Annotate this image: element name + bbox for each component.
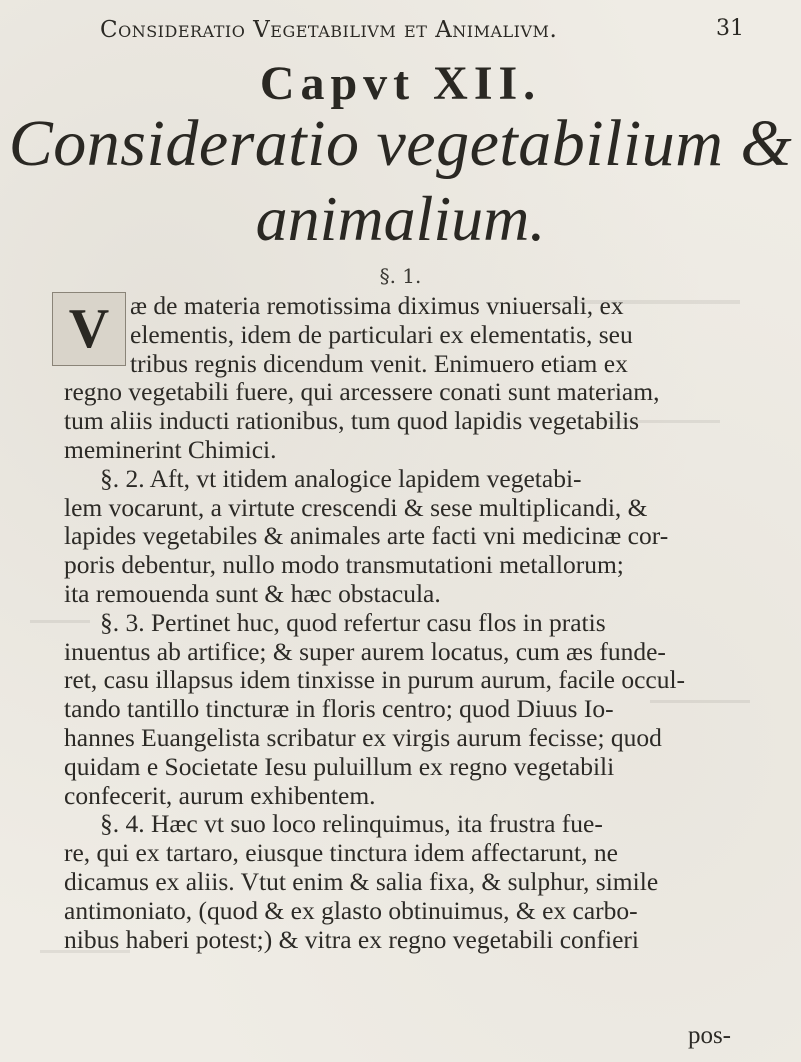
text-line: confecerit, aurum exhibentem.: [64, 780, 376, 810]
drop-initial: V: [52, 292, 126, 366]
catchword: pos-: [687, 1022, 731, 1049]
title-line-2: animalium.: [255, 183, 546, 254]
text-line: inuentus ab artifice; & super aurem locatus, cum æs funde-: [64, 636, 666, 666]
text-line: antimoniato, (quod & ex glasto obtinuimus, & ex carbo-: [64, 895, 638, 925]
text-line: §. 3. Pertinet huc, quod refertur casu flos in pratis: [100, 607, 606, 637]
text-line: quidam e Societate Iesu puluillum ex regno vegetabili: [64, 751, 615, 781]
text-line: nibus haberi potest;) & vitra ex regno vegetabili confieri: [64, 924, 639, 954]
text-line: meminerint Chimici.: [64, 434, 277, 464]
text-line: elementis, idem de particulari ex elementatis, seu: [130, 319, 633, 349]
text-line: lapides vegetabiles & animales arte facti vni medicinæ cor-: [64, 521, 669, 551]
text-line: §. 4. Hæc vt suo loco relinquimus, ita frustra fue-: [100, 809, 603, 839]
text-line: tum aliis inducti rationibus, tum quod lapidis vegetabilis: [64, 406, 640, 436]
running-head-title: Consideratio Vegetabilivm et Animalivm.: [100, 17, 558, 43]
text-line: re, qui ex tartaro, eiusque tinctura idem affectarunt, ne: [64, 838, 618, 868]
running-head: [100, 10, 744, 50]
text-line: dicamus ex aliis. Vtut enim & salia fixa, & sulphur, simile: [64, 866, 659, 896]
text-line: æ de materia remotissima diximus vniuersali, ex: [130, 291, 624, 320]
text-line: ret, casu illapsus idem tinxisse in purum aurum, facile occul-: [64, 665, 686, 695]
text-line: regno vegetabili fuere, qui arcessere conati sunt materiam,: [64, 377, 660, 407]
text-line: tando tantillo tincturæ in floris centro; quod Diuus Io-: [64, 694, 614, 724]
title-line-1: Consideratio vegetabilium &: [8, 107, 793, 180]
text-line: §. 2. Aft, vt itidem analogice lapidem vegetabi-: [100, 463, 582, 493]
page-number: 31: [716, 16, 744, 41]
text-line: poris debentur, nullo modo transmutationi metallorum;: [64, 550, 624, 580]
chapter-heading: Capvt XII.: [259, 57, 542, 110]
text-line: lem vocarunt, a virtute crescendi & sese multiplicandi, &: [64, 492, 648, 522]
text-line: ita remouenda sunt & hæc obstacula.: [64, 578, 441, 608]
text-line: hannes Euangelista scribatur ex virgis aurum fecisse; quod: [64, 722, 662, 752]
section-mark: §. 1.: [379, 264, 422, 288]
body-text: [60, 292, 740, 954]
text-line: tribus regnis dicendum venit. Enimuero etiam ex: [130, 348, 628, 378]
